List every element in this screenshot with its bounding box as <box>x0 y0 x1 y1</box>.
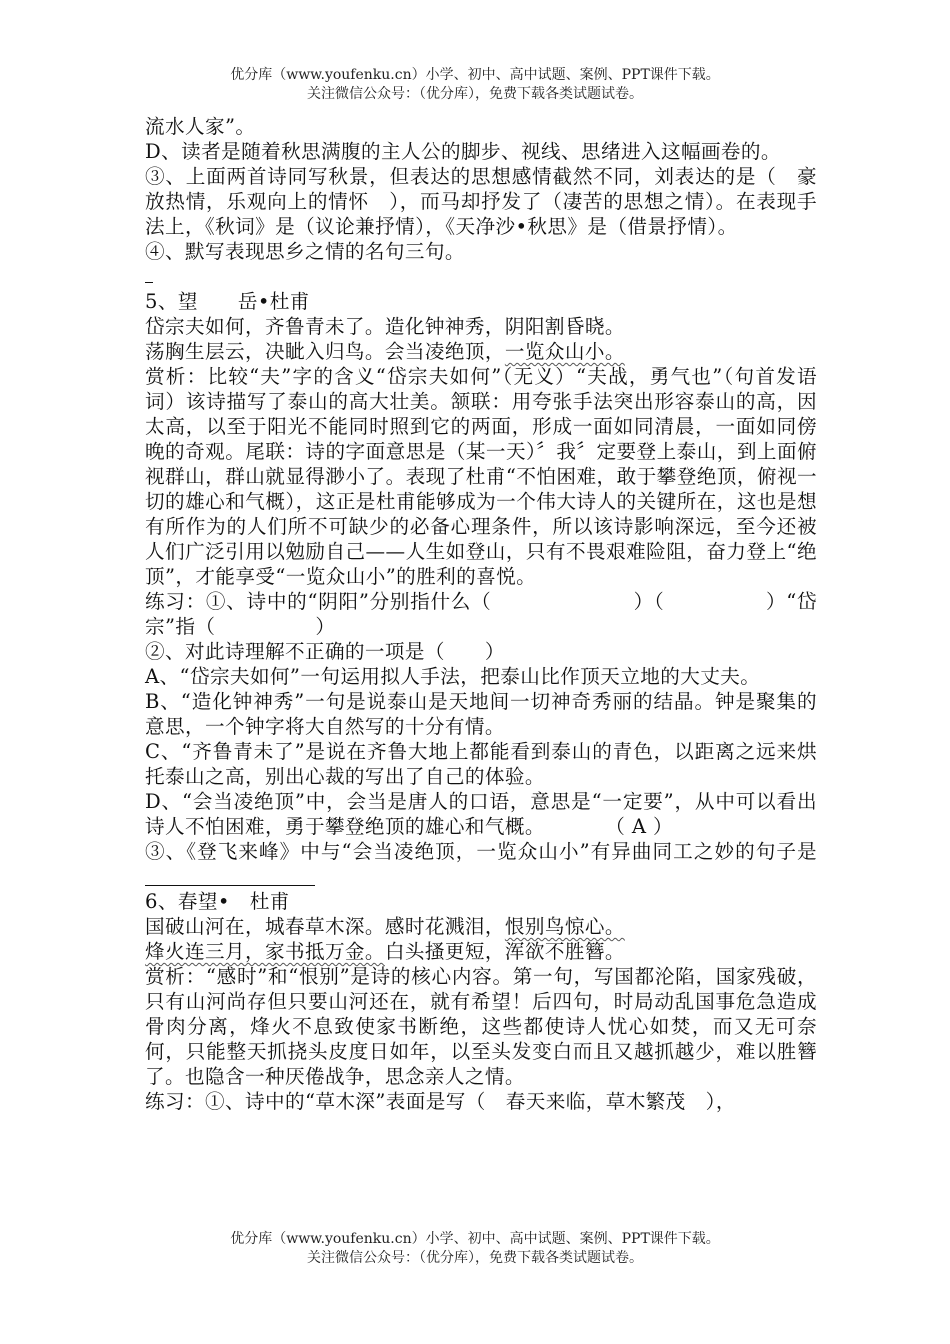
underlined-phrase: 一览众山小。 <box>504 340 625 363</box>
paragraph: D、读者是随着秋思满腹的主人公的脚步、视线、思绪进入这幅画卷的。 <box>145 140 781 163</box>
page-header <box>0 66 950 104</box>
header-line-2: 关注微信公众号：（优分库），免费下载各类试题试卷。 <box>307 86 643 102</box>
page-footer <box>0 1230 950 1268</box>
exercise-1: 练习：①、诗中的“草木深”表面是写（ 春天来临，草木繁茂 ）， <box>145 1090 736 1113</box>
option-d: D、“会当凌绝顶”中，会当是唐人的口语，意思是“一定要”，从中可以看出诗人不怕困难，勇于攀登绝顶的雄心和气概。 （ A ） <box>145 790 817 838</box>
footer-line-2: 关注微信公众号：（优分库），免费下载各类试题试卷。 <box>307 1250 643 1266</box>
section-6-title: 6、春望• 杜甫 <box>145 890 290 913</box>
analysis-paragraph: 赏析：比较“夫”字的含义“岱宗夫如何”（无义）“夫战，勇气也”（句首发语词）该诗描写了泰山的高大壮美。颔联：用夸张手法突出形容泰山的高，因太高，以至于阳光不能同时照到它的两面，形成一面如同清晨，一面如同傍晚的奇观。尾联：诗的字面意思是（某一天）〞我〞定要登上泰山，到上面俯视群山，群山就显得渺小了。表现了杜甫“不怕困难，敢于攀登绝顶，俯视一切的雄心和气概），这正是杜甫能够成为一个伟大诗人的关键所在，这也是想有所作为的人们所不可缺少的必备心理条件，所以该诗影响深远，至今还被人们广泛引用以勉励自己——人生如登山，只有不畏艰难险阻，奋力登上“绝顶”，才能享受“一览众山小”的胜利的喜悦。 <box>145 365 817 588</box>
underlined-phrase: 恨别鸟惊心。 <box>504 915 625 938</box>
poem-line: 国破山河在，城春草木深。感时花溅泪，恨别鸟惊心。 <box>145 915 625 938</box>
paragraph: ④、默写表现思乡之情的名句三句。 <box>145 240 465 263</box>
paragraph: 流水人家”。 <box>145 115 256 138</box>
exercise-2: ②、对此诗理解不正确的一项是（ ） <box>145 640 505 663</box>
section-spacer <box>145 264 817 289</box>
section-5-title: 5、望 岳•杜甫 <box>145 290 310 313</box>
footer-line-1: 优分库（www.youfenku.cn）小学、初中、高中试题、案例、PPT课件下载。 <box>230 1231 720 1247</box>
exercise-3: ③、《登飞来峰》中与“会当凌绝顶，一览众山小”有异曲同工之妙的句子是 <box>145 839 817 889</box>
option-b: B、“造化钟神秀”一句是说泰山是天地间一切神奇秀丽的结晶。钟是聚集的意思，一个钟字将大自然写的十分有情。 <box>145 690 817 738</box>
answer-blank <box>145 865 315 886</box>
exercise-1: 练习：①、诗中的“阴阳”分别指什么（ ）（ ）“岱宗”指（ ） <box>145 590 817 638</box>
document-body <box>145 114 817 1114</box>
poem-line: 岱宗夫如何，齐鲁青未了。造化钟神秀，阴阳割昏晓。 <box>145 315 625 338</box>
poem-line: 荡胸生层云，决眦入归鸟。会当凌绝顶，一览众山小。 <box>145 340 625 363</box>
paragraph: ③、上面两首诗同写秋景，但表达的思想感情截然不同，刘表达的是（ 豪放热情，乐观向上的情怀 ），而马却抒发了（凄苦的思想之情）。在表现手法上，《秋词》是（议论兼抒情），《天净沙•秋思》是（借景抒情）。 <box>145 165 817 238</box>
option-c: C、“齐鲁青未了”是说在齐鲁大地上都能看到泰山的青色，以距离之远来烘托泰山之高，别出心裁的写出了自己的体验。 <box>145 740 817 788</box>
header-line-1: 优分库（www.youfenku.cn）小学、初中、高中试题、案例、PPT课件下载。 <box>230 67 720 83</box>
analysis-paragraph: 赏析：“感时”和“恨别”是诗的核心内容。第一句，写国都沦陷，国家残破，只有山河尚存但只要山河还在，就有希望！后四句，时局动乱国事危急造成骨肉分离，烽火不息致使家书断绝，这些都使诗人忧心如焚，而又无可奈何，只能整天抓挠头皮度日如年，以至头发变白而且又越抓越少，难以胜簪了。也隐含一种厌倦战争，思念亲人之情。 <box>145 965 817 1088</box>
option-a: A、“岱宗夫如何”一句运用拟人手法，把泰山比作顶天立地的大丈夫。 <box>145 665 761 688</box>
underlined-phrase: 烽火连三月，家书抵万金。 <box>145 940 385 963</box>
poem-line: 烽火连三月，家书抵万金。白头搔更短，浑欲不胜簪。 <box>145 940 625 963</box>
